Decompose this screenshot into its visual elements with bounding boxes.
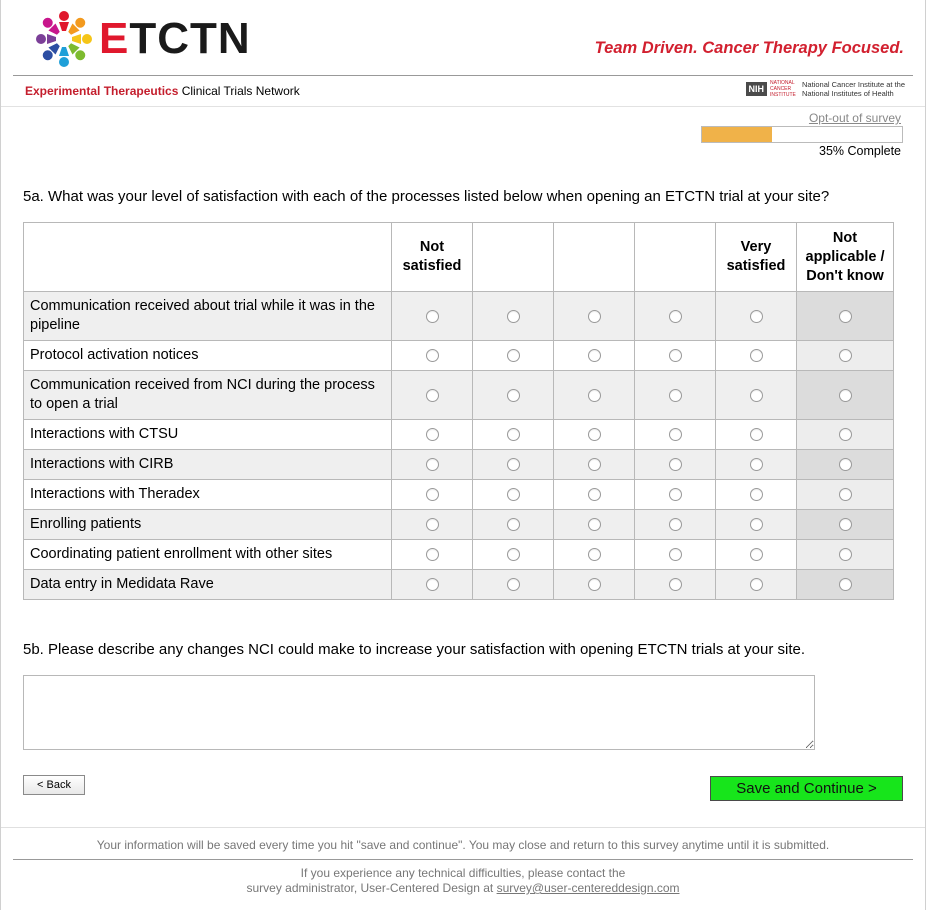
option-cell [392,540,473,570]
radio-button[interactable] [507,518,520,531]
radio-button[interactable] [588,349,601,362]
radio-button[interactable] [426,548,439,561]
radio-button-na[interactable] [839,548,852,561]
back-button[interactable]: < Back [23,775,85,795]
logo-wordmark-rest: TCTN [129,14,251,63]
option-cell [392,510,473,540]
option-cell [392,450,473,480]
radio-button[interactable] [507,458,520,471]
radio-button[interactable] [588,488,601,501]
radio-button[interactable] [507,428,520,441]
option-cell [716,480,797,510]
option-cell [716,510,797,540]
row-label: Coordinating patient enrollment with other sites [24,540,392,570]
logo-wordmark [99,14,251,63]
radio-button[interactable] [669,428,682,441]
option-cell [635,510,716,540]
opt-out-link[interactable]: Opt-out of survey [808,111,901,125]
option-cell [635,450,716,480]
header-bottom-divider [1,106,925,107]
radio-button[interactable] [750,310,763,323]
radio-button[interactable] [507,310,520,323]
radio-button[interactable] [426,578,439,591]
radio-button[interactable] [588,458,601,471]
nih-text [802,80,905,98]
nih-text-line1: National Cancer Institute at the [802,80,905,89]
footer-divider-2 [13,859,913,860]
option-cell [554,371,635,420]
option-cell [473,540,554,570]
radio-button[interactable] [588,548,601,561]
radio-button[interactable] [669,518,682,531]
option-cell-na [797,371,894,420]
option-cell [473,371,554,420]
option-cell [554,292,635,341]
nih-badge: NIH [746,82,768,96]
radio-button[interactable] [507,349,520,362]
etctn-logo [33,8,251,70]
option-cell [716,371,797,420]
option-cell-na [797,480,894,510]
option-cell [473,510,554,540]
row-label: Data entry in Medidata Rave [24,570,392,600]
contact-line-2-text: survey administrator, User-Centered Design at [246,881,497,895]
option-cell [716,570,797,600]
radio-button-na[interactable] [839,518,852,531]
nih-text-line2: National Institutes of Health [802,89,894,98]
option-cell [473,292,554,341]
header-divider [13,75,913,76]
row-label: Communication received from NCI during the process to open a trial [24,371,392,420]
matrix-row [24,371,894,420]
row-label: Protocol activation notices [24,341,392,371]
people-circle-logo-icon [33,8,95,70]
contact-line-1: If you experience any technical difficulties, please contact the [300,866,626,880]
option-cell [473,341,554,371]
option-cell [473,570,554,600]
matrix-row [24,570,894,600]
matrix-row [24,540,894,570]
radio-button[interactable] [750,458,763,471]
row-label: Communication received about trial while it was in the pipeline [24,292,392,341]
option-cell [473,480,554,510]
option-cell [716,450,797,480]
radio-button[interactable] [669,488,682,501]
option-cell-na [797,341,894,371]
option-cell [473,450,554,480]
column-header-1: Not satisfied [392,223,473,292]
option-cell [635,480,716,510]
nci-mini-logo: NATIONAL CANCER INSTITUTE [770,80,796,98]
option-cell [554,450,635,480]
contact-line-2 [1,881,925,896]
option-cell-na [797,420,894,450]
radio-button[interactable] [669,548,682,561]
option-cell [473,420,554,450]
radio-button[interactable] [750,518,763,531]
column-header-3 [554,223,635,292]
column-header-5: Very satisfied [716,223,797,292]
radio-button[interactable] [426,349,439,362]
network-name-bold: Experimental Therapeutics [25,84,179,98]
radio-button-na[interactable] [839,310,852,323]
radio-button[interactable] [588,578,601,591]
radio-button[interactable] [669,389,682,402]
question-5b: 5b. Please describe any changes NCI could make to increase your satisfaction with opening ETCTN trials at your site. [23,641,806,658]
save-and-continue-button[interactable]: Save and Continue > [710,776,903,801]
row-label: Interactions with Theradex [24,480,392,510]
matrix-row [24,480,894,510]
radio-button[interactable] [750,578,763,591]
option-cell-na [797,510,894,540]
option-cell [635,570,716,600]
option-cell [716,420,797,450]
radio-button[interactable] [588,310,601,323]
radio-button[interactable] [426,428,439,441]
option-cell [635,540,716,570]
radio-button[interactable] [507,488,520,501]
matrix-row [24,450,894,480]
radio-button-na[interactable] [839,349,852,362]
option-cell-na [797,570,894,600]
radio-button[interactable] [588,428,601,441]
option-cell [635,371,716,420]
option-cell [716,341,797,371]
network-name-rest: Clinical Trials Network [178,84,300,98]
option-cell [716,292,797,341]
footer-divider [1,827,925,828]
radio-button-na[interactable] [839,578,852,591]
radio-button[interactable] [588,389,601,402]
radio-button[interactable] [426,310,439,323]
option-cell [554,341,635,371]
option-cell [554,540,635,570]
tagline: Team Driven. Cancer Therapy Focused. [594,39,904,57]
radio-button[interactable] [507,578,520,591]
radio-button[interactable] [750,548,763,561]
radio-button[interactable] [588,518,601,531]
radio-button[interactable] [669,458,682,471]
option-cell-na [797,292,894,341]
option-cell [554,420,635,450]
radio-button[interactable] [426,518,439,531]
radio-button[interactable] [507,548,520,561]
option-cell [635,420,716,450]
satisfaction-matrix [23,222,894,600]
progress-label: 35% Complete [819,144,901,158]
row-label: Interactions with CIRB [24,450,392,480]
radio-button[interactable] [750,349,763,362]
matrix-corner-cell [24,223,392,292]
radio-button[interactable] [669,310,682,323]
option-cell [635,341,716,371]
option-cell [635,292,716,341]
radio-button-na[interactable] [839,458,852,471]
option-cell [716,540,797,570]
option-cell-na [797,450,894,480]
option-cell [554,570,635,600]
option-cell [392,341,473,371]
matrix-header-row [24,223,894,292]
column-header-2 [473,223,554,292]
contact-email-link[interactable]: survey@user-centereddesign.com [496,881,680,895]
radio-button[interactable] [750,488,763,501]
radio-button[interactable] [426,488,439,501]
contact-info [1,866,925,896]
comment-textarea[interactable] [23,675,815,750]
option-cell [554,480,635,510]
option-cell [554,510,635,540]
radio-button[interactable] [426,458,439,471]
radio-button[interactable] [750,389,763,402]
matrix-row [24,341,894,371]
matrix-row [24,292,894,341]
save-note: Your information will be saved every time you hit "save and continue". You may close and return to this survey anytime until it is submitted. [96,838,830,852]
radio-button-na[interactable] [839,389,852,402]
radio-button-na[interactable] [839,488,852,501]
nih-nci-logo [746,80,905,98]
radio-button[interactable] [669,349,682,362]
matrix-row [24,510,894,540]
radio-button[interactable] [669,578,682,591]
matrix-body [24,292,894,600]
option-cell-na [797,540,894,570]
option-cell [392,570,473,600]
radio-button[interactable] [507,389,520,402]
progress-bar [701,126,903,143]
radio-button[interactable] [750,428,763,441]
column-header-4 [635,223,716,292]
option-cell [392,292,473,341]
network-name [25,84,300,98]
column-header-na: Not applicable / Don't know [797,223,894,292]
question-5a: 5a. What was your level of satisfaction with each of the processes listed below when opening an ETCTN trial at your site? [23,188,830,205]
radio-button[interactable] [426,389,439,402]
matrix-row [24,420,894,450]
logo-wordmark-e: E [99,14,130,63]
option-cell [392,480,473,510]
radio-button-na[interactable] [839,428,852,441]
option-cell [392,420,473,450]
progress-bar-fill [702,127,772,142]
row-label: Interactions with CTSU [24,420,392,450]
row-label: Enrolling patients [24,510,392,540]
option-cell [392,371,473,420]
